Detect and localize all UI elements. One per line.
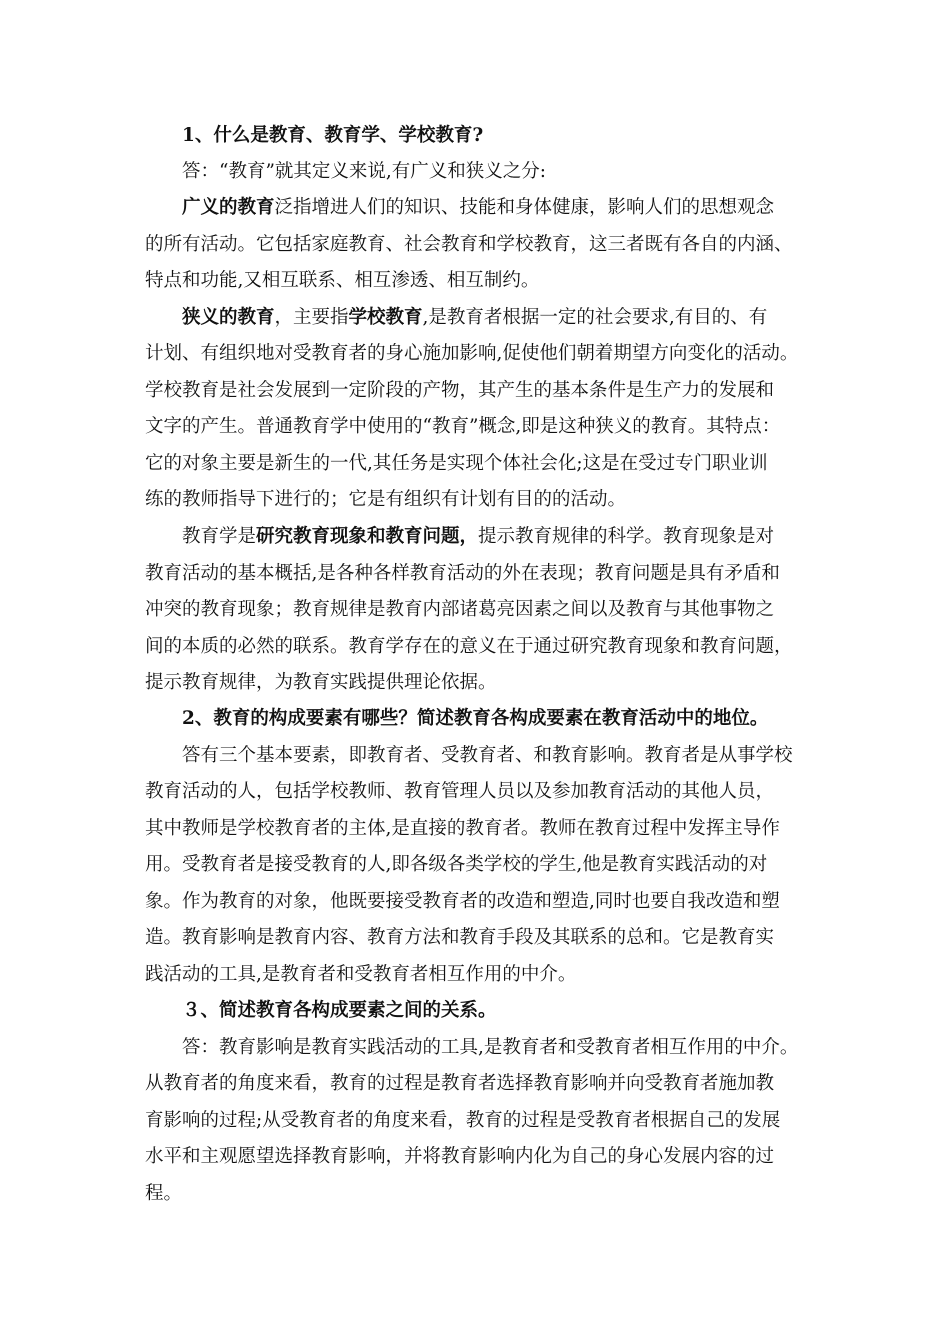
- q1-narrow-line-2: 计划、有组织地对受教育者的身心施加影响,促使他们朝着期望方向变化的活动。: [145, 343, 799, 364]
- broad-line1-text: 泛指增进人们的知识、技能和身体健康，影响人们的思想观念: [274, 197, 775, 218]
- pedagogy-term: 研究教育现象和教育问题，: [256, 526, 479, 547]
- q3-line-2: 从教育者的角度来看，教育的过程是教育者选择教育影响并向受教育者施加教: [145, 1073, 775, 1094]
- q1-narrow-line-3: 学校教育是社会发展到一定阶段的产物，其产生的基本条件是生产力的发展和: [145, 380, 775, 401]
- q2-line-5: 象。作为教育的对象，他既要接受教育者的改造和塑造,同时也要自我改造和塑: [145, 891, 780, 912]
- q2-line-4: 用。受教育者是接受教育的人,即各级各类学校的学生,他是教育实践活动的对: [145, 854, 768, 875]
- q2-line-1: 答有三个基本要素，即教育者、受教育者、和教育影响。教育者是从事学校: [182, 745, 793, 766]
- q1-pedagogy-paragraph-line: [182, 525, 774, 549]
- q1-broad-line-2: 的所有活动。它包括家庭教育、社会教育和学校教育，这三者既有各自的内涵、: [145, 234, 793, 255]
- pedagogy-start-text: 教育学是: [182, 526, 257, 547]
- question-1-title: 1、什么是教育、教育学、学校教育?: [182, 125, 484, 146]
- q3-line-1: 答：教育影响是教育实践活动的工具,是教育者和受教育者相互作用的中介。: [182, 1037, 799, 1058]
- narrow-education-term: 狭义的教育: [182, 307, 275, 328]
- q1-broad-line-3: 特点和功能,又相互联系、相互渗透、相互制约。: [145, 270, 540, 291]
- q1-pedagogy-line-2: 教育活动的基本概括,是各种各样教育活动的外在表现；教育问题是具有矛盾和: [145, 563, 780, 584]
- q1-narrow-line-4: 文字的产生。普通教育学中使用的“教育”概念,即是这种狭义的教育。其特点：: [145, 416, 781, 437]
- narrow-mid-text: ，主要指: [274, 307, 349, 328]
- q1-pedagogy-line-3: 冲突的教育现象；教育规律是教育内部诸葛亮因素之间以及教育与其他事物之: [145, 599, 775, 620]
- question-2-title: 2、教育的构成要素有哪些？简述教育各构成要素在教育活动中的地位。: [182, 708, 769, 729]
- question-3-title: ３、简述教育各构成要素之间的关系。: [182, 1000, 497, 1021]
- q2-line-6: 造。教育影响是教育内容、教育方法和教育手段及其联系的总和。它是教育实: [145, 927, 775, 948]
- q1-narrow-line-5: 它的对象主要是新生的一代,其任务是实现个体社会化;这是在受过专门职业训: [145, 453, 768, 474]
- q1-pedagogy-line-4: 间的本质的必然的联系。教育学存在的意义在于通过研究教育现象和教育问题，: [145, 636, 793, 657]
- q1-narrow-line-6: 练的教师指导下进行的；它是有组织有计划有目的的活动。: [145, 489, 627, 510]
- school-education-term: 学校教育: [348, 307, 423, 328]
- q1-answer-intro: 答：“教育”就其定义来说,有广义和狭义之分:: [182, 161, 547, 182]
- pedagogy-line1-text: 提示教育规律的科学。教育现象是对: [478, 526, 775, 547]
- narrow-line1-text: ,是教育者根据一定的社会要求,有目的、有: [422, 307, 768, 328]
- q2-line-2: 教育活动的人，包括学校教师、教育管理人员以及参加教育活动的其他人员，: [145, 781, 775, 802]
- q1-narrow-paragraph-line: [182, 306, 767, 330]
- q2-line-7: 践活动的工具,是教育者和受教育者相互作用的中介。: [145, 964, 577, 985]
- q3-line-5: 程。: [145, 1183, 183, 1204]
- q3-line-4: 水平和主观愿望选择教育影响，并将教育影响内化为自己的身心发展内容的过: [145, 1146, 775, 1167]
- q3-line-3: 育影响的过程;从受教育者的角度来看，教育的过程是受教育者根据自己的发展: [145, 1110, 781, 1131]
- q2-line-3: 其中教师是学校教育者的主体,是直接的教育者。教师在教育过程中发挥主导作: [145, 818, 780, 839]
- q1-pedagogy-line-5: 提示教育规律，为教育实践提供理论依据。: [145, 672, 497, 693]
- broad-education-term: 广义的教育: [182, 197, 275, 218]
- q1-broad-paragraph-line: [182, 196, 774, 220]
